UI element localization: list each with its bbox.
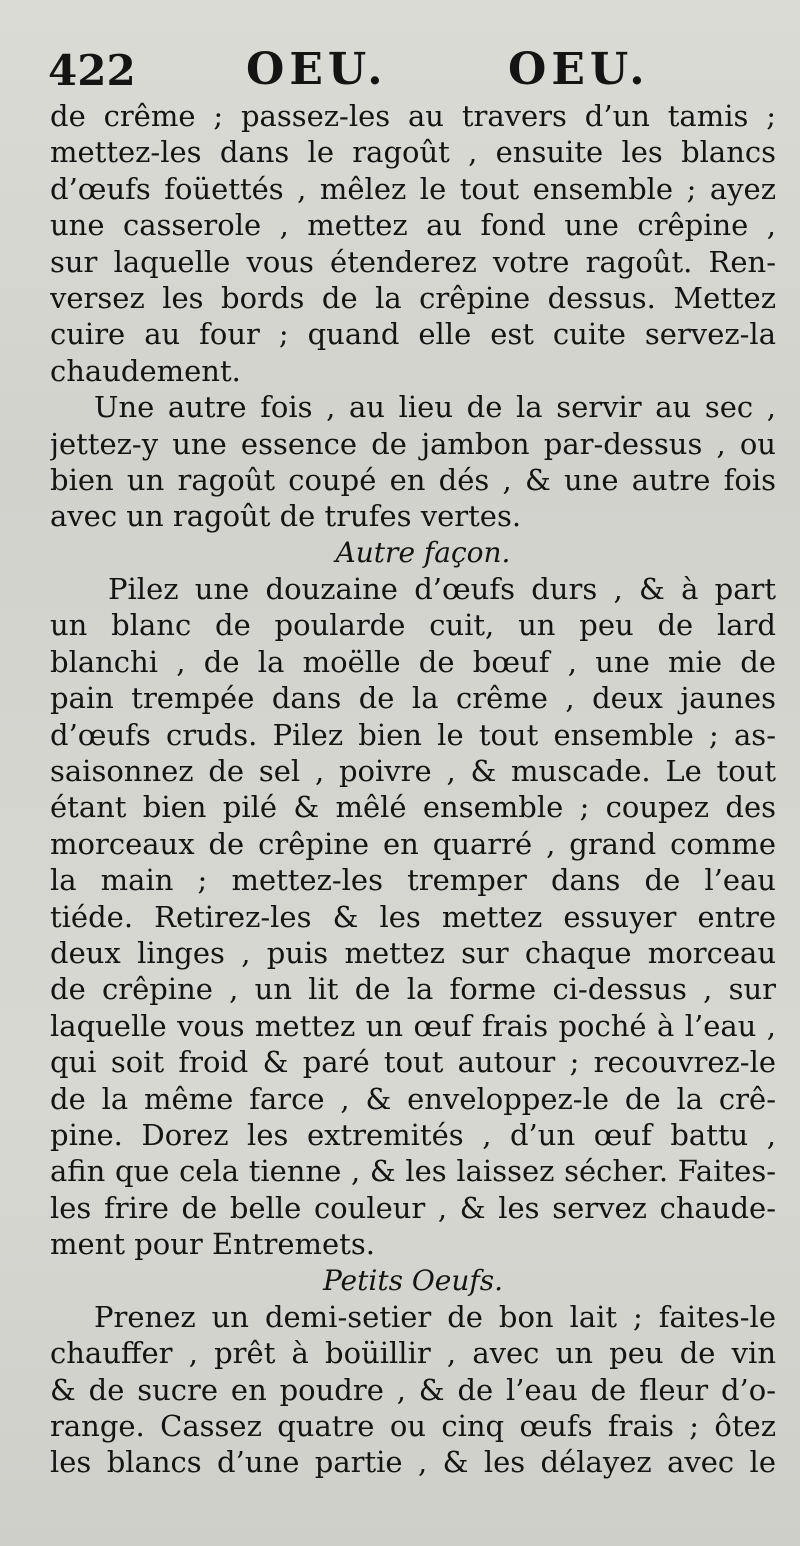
text-line: afin que cela tienne , & les laissez sécher. Faites- — [50, 1154, 776, 1189]
text-line: & de sucre en poudre , & de l’eau de fleur d’o- — [50, 1372, 776, 1407]
section-heading: Autre façon. — [335, 535, 511, 569]
text-line: Prenez un demi-setier de bon lait ; faites-le — [94, 1299, 776, 1334]
text-line: versez les bords de la crêpine dessus. Mettez — [50, 280, 776, 315]
text-line: Une autre fois , au lieu de la servir au sec , — [94, 390, 776, 425]
text-line: un blanc de poularde cuit, un peu de lard — [50, 608, 776, 643]
text-line: saisonnez de sel , poivre , & muscade. Le tout — [50, 754, 776, 789]
text-line: la main ; mettez-les tremper dans de l’eau — [50, 863, 776, 898]
text-line: les frire de belle couleur , & les servez chaude- — [50, 1190, 776, 1225]
page-number: 422 — [48, 46, 136, 95]
text-line: chaudement. — [50, 353, 241, 388]
text-line: ment pour Entremets. — [50, 1227, 375, 1262]
text-line: sur laquelle vous étenderez votre ragoût. Ren- — [50, 244, 776, 279]
text-line: range. Cassez quatre ou cinq œufs frais ; ôtez — [50, 1409, 776, 1444]
running-head-left: OEU. — [246, 44, 388, 95]
text-line: de la même farce , & enveloppez-le de la crê- — [50, 1081, 776, 1116]
text-line: laquelle vous mettez un œuf frais poché à l’eau , — [50, 1008, 776, 1043]
text-line: blanchi , de la moëlle de bœuf , une mie de — [50, 644, 776, 679]
text-line: qui soit froid & paré tout autour ; recouvrez-le — [50, 1045, 776, 1080]
text-line: Pilez une douzaine d’œufs durs , & à part — [108, 572, 776, 607]
page-header — [48, 40, 748, 100]
text-line: cuire au four ; quand elle est cuite servez-la — [50, 317, 776, 352]
text-line: morceaux de crêpine en quarré , grand comme — [50, 826, 776, 861]
text-line: étant bien pilé & mêlé ensemble ; coupez des — [50, 790, 776, 825]
text-line: les blancs d’une partie , & les délayez avec le — [50, 1445, 776, 1480]
text-line: mettez-les dans le ragoût , ensuite les blancs — [50, 135, 776, 170]
text-line: de crême ; passez-les au travers d’un tamis ; — [50, 99, 776, 133]
text-line: de crêpine , un lit de la forme ci-dessus , sur — [50, 972, 776, 1007]
text-line: jettez-y une essence de jambon par-dessus , ou — [50, 426, 776, 461]
text-line: deux linges , puis mettez sur chaque morceau — [50, 935, 776, 970]
text-line: d’œufs cruds. Pilez bien le tout ensemble ; as- — [50, 717, 776, 752]
text-line: d’œufs foüettés , mêlez le tout ensemble ; ayez — [50, 171, 776, 206]
text-line: bien un ragoût coupé en dés , & une autre fois — [50, 462, 776, 497]
text-line: une casserole , mettez au fond une crêpine , — [50, 208, 776, 243]
text-line: tiéde. Retirez-les & les mettez essuyer entre — [50, 899, 776, 934]
body-text — [50, 98, 776, 1481]
text-line: pain trempée dans de la crême , deux jaunes — [50, 681, 776, 716]
text-line: chauffer , prêt à boüillir , avec un peu de vin — [50, 1336, 776, 1371]
text-line: pine. Dorez les extremités , d’un œuf battu , — [50, 1117, 776, 1152]
running-head-right: OEU. — [508, 44, 650, 95]
text-line: avec un ragoût de trufes vertes. — [50, 499, 522, 534]
section-heading: Petits Oeufs. — [322, 1263, 504, 1297]
